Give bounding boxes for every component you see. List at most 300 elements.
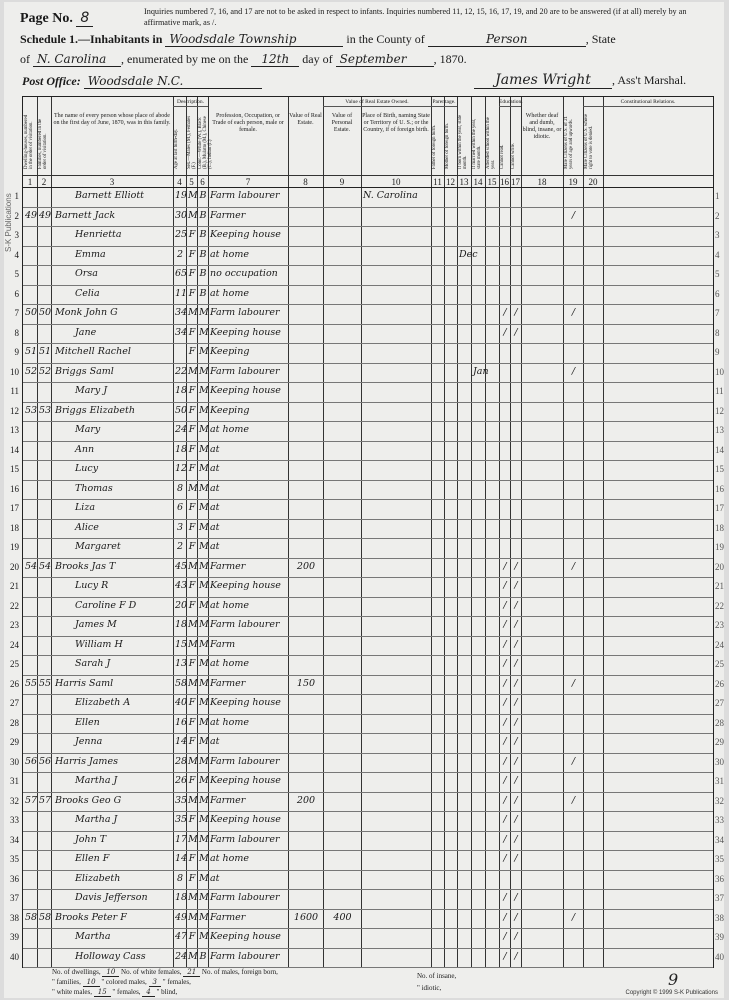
row-number-right: 2 bbox=[715, 210, 720, 221]
cell-c17: / bbox=[514, 853, 518, 864]
cell-name: Emma bbox=[75, 248, 106, 260]
row-line bbox=[23, 831, 713, 832]
row-number: 15 bbox=[10, 464, 19, 474]
cell-sex: F bbox=[188, 931, 196, 942]
column-divider bbox=[51, 97, 52, 967]
cell-occ: at home bbox=[210, 658, 249, 669]
cell-age: 3 bbox=[176, 521, 184, 533]
cell-sex: M bbox=[188, 560, 198, 572]
cell-c17: / bbox=[514, 931, 518, 942]
cell-name: Mitchell Rachel bbox=[55, 346, 131, 357]
cell-sex: F bbox=[188, 541, 196, 552]
column-number: 3 bbox=[109, 177, 115, 187]
column-divider bbox=[485, 97, 486, 967]
cell-c17: / bbox=[514, 794, 518, 806]
cell-age: 30 bbox=[175, 209, 188, 221]
cell-c17: / bbox=[514, 833, 518, 845]
row-number-right: 35 bbox=[715, 854, 724, 864]
row-line bbox=[23, 207, 713, 208]
row-number-right: 13 bbox=[715, 425, 724, 435]
cell-age: 35 bbox=[175, 794, 188, 806]
cell-sex: F bbox=[188, 599, 196, 611]
cell-name: Martha bbox=[75, 931, 111, 942]
cell-re: 1600 bbox=[293, 911, 319, 923]
column-heading: Father of foreign birth. bbox=[432, 125, 437, 169]
cell-occ: at home bbox=[210, 853, 249, 864]
cell-f: 51 bbox=[39, 346, 52, 357]
row-number-right: 4 bbox=[715, 249, 720, 260]
row-number-right: 32 bbox=[715, 795, 724, 806]
cell-occ: Keeping house bbox=[210, 697, 281, 708]
row-line bbox=[23, 226, 713, 227]
cell-sex: M bbox=[188, 307, 198, 318]
row-number-right: 12 bbox=[715, 405, 724, 416]
cell-color: M bbox=[199, 580, 209, 591]
cell-name: Harris Saml bbox=[55, 677, 114, 689]
cell-age: 12 bbox=[175, 463, 188, 474]
column-number: 10 bbox=[391, 177, 401, 187]
column-divider bbox=[323, 97, 324, 967]
cell-sex: F bbox=[188, 814, 196, 825]
cell-f: 58 bbox=[39, 911, 52, 923]
cell-color: B bbox=[199, 209, 207, 221]
cell-occ: Keeping house bbox=[210, 326, 281, 338]
families-label: " families, bbox=[52, 978, 81, 986]
census-sheet bbox=[4, 2, 724, 998]
row-number: 16 bbox=[10, 483, 19, 494]
row-number-right: 3 bbox=[715, 230, 720, 240]
cell-color: B bbox=[199, 248, 207, 260]
cell-color: M bbox=[199, 755, 209, 767]
cell-c17: / bbox=[514, 599, 518, 611]
column-heading: Whether deaf and dumb, blind, insane, or idiotic. bbox=[522, 113, 562, 140]
cell-name: Mary J bbox=[75, 385, 108, 396]
cell-sex: F bbox=[188, 287, 196, 299]
cell-occ: Farmer bbox=[210, 911, 246, 923]
cell-color: M bbox=[199, 814, 209, 825]
cell-name: Barnett Jack bbox=[55, 209, 116, 221]
cell-occ: Farm labourer bbox=[210, 365, 280, 377]
row-line bbox=[23, 538, 713, 539]
cell-sex: M bbox=[188, 482, 198, 494]
column-number: 1 bbox=[27, 177, 33, 187]
cell-color: M bbox=[199, 736, 209, 747]
cell-age: 19 bbox=[175, 190, 188, 201]
cell-sex: F bbox=[188, 424, 196, 435]
cell-name: Elizabeth bbox=[75, 872, 121, 884]
row-number-right: 10 bbox=[715, 366, 724, 377]
row-line bbox=[23, 382, 713, 383]
cell-occ: at home bbox=[210, 599, 249, 611]
cell-color: M bbox=[199, 853, 209, 864]
page-number-value: 8 bbox=[76, 10, 93, 27]
cell-name: Brooks Jas T bbox=[55, 560, 116, 572]
row-number-right: 14 bbox=[715, 444, 724, 455]
row-number: 13 bbox=[10, 425, 19, 435]
row-number: 20 bbox=[10, 561, 19, 572]
cell-age: 15 bbox=[175, 638, 188, 650]
cell-name: Barnett Elliott bbox=[75, 190, 144, 201]
row-number: 32 bbox=[10, 795, 19, 806]
cell-color: M bbox=[199, 872, 209, 884]
cell-d: 58 bbox=[25, 911, 38, 923]
cell-sex: F bbox=[188, 716, 196, 728]
row-number: 36 bbox=[10, 873, 19, 884]
column-number: 8 bbox=[303, 177, 308, 187]
publisher-watermark: S-K Publications bbox=[4, 193, 13, 252]
cell-c17: / bbox=[514, 775, 518, 786]
sheet-mark: 9 bbox=[668, 970, 679, 989]
census-table bbox=[10, 96, 724, 968]
cell-sex: M bbox=[188, 950, 198, 962]
cell-name: Jane bbox=[75, 326, 97, 338]
cell-sex: M bbox=[188, 209, 198, 221]
row-line bbox=[23, 246, 713, 247]
row-number-right: 5 bbox=[715, 269, 720, 279]
cell-c19: / bbox=[571, 560, 576, 572]
cell-d: 56 bbox=[25, 755, 38, 767]
cell-c16: / bbox=[503, 775, 507, 786]
cell-f: 54 bbox=[39, 560, 52, 572]
row-line bbox=[23, 889, 713, 890]
page-label: Page No. bbox=[20, 11, 73, 26]
column-divider bbox=[603, 97, 604, 967]
column-divider bbox=[510, 97, 511, 967]
cell-color: M bbox=[199, 424, 209, 435]
cell-d: 55 bbox=[25, 677, 38, 689]
row-line bbox=[23, 324, 713, 325]
row-line bbox=[23, 870, 713, 871]
schedule-line bbox=[20, 32, 616, 47]
cell-age: 18 bbox=[175, 892, 188, 903]
cell-c16: / bbox=[503, 326, 507, 338]
footer-insane bbox=[417, 972, 456, 980]
cell-occ: Farm labourer bbox=[210, 950, 280, 962]
row-number-right: 31 bbox=[715, 776, 724, 786]
cell-sex: F bbox=[188, 268, 196, 279]
cell-occ: Farm labourer bbox=[210, 619, 280, 630]
row-number: 35 bbox=[10, 854, 19, 864]
cell-occ: Keeping bbox=[210, 346, 250, 357]
cell-color: M bbox=[199, 599, 209, 611]
cell-c17: / bbox=[514, 736, 518, 747]
column-number: 2 bbox=[41, 177, 47, 187]
colored-males-label: " colored males, bbox=[101, 978, 147, 986]
cell-color: M bbox=[199, 911, 209, 923]
row-number: 11 bbox=[10, 386, 19, 396]
row-number: 29 bbox=[10, 737, 19, 747]
post-office-value: Woodsdale N.C. bbox=[84, 74, 262, 89]
of-label: of bbox=[20, 52, 30, 66]
cell-d: 52 bbox=[25, 365, 38, 377]
row-number: 27 bbox=[10, 698, 19, 708]
cell-f: 53 bbox=[39, 404, 52, 416]
enumeration-line bbox=[20, 52, 467, 67]
cell-age: 16 bbox=[175, 716, 188, 728]
row-number: 26 bbox=[10, 678, 19, 689]
row-number-right: 20 bbox=[715, 561, 724, 572]
cell-sex: F bbox=[188, 872, 196, 884]
row-line bbox=[23, 733, 713, 734]
column-number: 11 bbox=[433, 177, 442, 187]
cell-c16: / bbox=[503, 638, 507, 650]
cell-d: 49 bbox=[25, 209, 38, 221]
cell-name: Holloway Cass bbox=[75, 950, 146, 962]
cell-color: B bbox=[199, 229, 207, 240]
cell-c16: / bbox=[503, 736, 507, 747]
column-divider bbox=[471, 97, 472, 967]
cell-c17: / bbox=[514, 307, 518, 318]
cell-c16: / bbox=[503, 677, 507, 689]
cell-sex: F bbox=[188, 229, 196, 240]
cell-color: M bbox=[199, 833, 209, 845]
cell-sex: F bbox=[188, 385, 196, 396]
cell-age: 22 bbox=[175, 365, 188, 377]
cell-c17: / bbox=[514, 892, 518, 903]
cell-sex: F bbox=[188, 580, 196, 591]
row-number: 8 bbox=[14, 327, 19, 338]
row-number: 40 bbox=[10, 951, 19, 962]
cell-c17: / bbox=[514, 755, 518, 767]
cell-c16: / bbox=[503, 950, 507, 962]
group-heading-constitutional: Constitutional Relations. bbox=[583, 99, 713, 107]
cell-sex: M bbox=[188, 677, 198, 689]
cell-age: 45 bbox=[175, 560, 188, 572]
cell-sex: M bbox=[188, 892, 198, 903]
row-number: 21 bbox=[10, 581, 19, 591]
row-line bbox=[23, 772, 713, 773]
cell-color: M bbox=[199, 443, 209, 455]
cell-age: 49 bbox=[175, 911, 188, 923]
cell-occ: Keeping house bbox=[210, 931, 281, 942]
cell-c17: / bbox=[514, 638, 518, 650]
column-divider bbox=[499, 97, 500, 967]
cell-name: Ellen bbox=[75, 716, 100, 728]
cell-name: Liza bbox=[75, 502, 96, 513]
row-number-right: 7 bbox=[715, 308, 720, 318]
cell-color: M bbox=[199, 365, 209, 377]
cell-age: 20 bbox=[175, 599, 188, 611]
cell-c16: / bbox=[503, 619, 507, 630]
summary-footer bbox=[22, 966, 712, 996]
row-number: 31 bbox=[10, 776, 19, 786]
row-number-right: 28 bbox=[715, 717, 724, 728]
column-heading: Place of Birth, naming State or Territory of U. S.; or the Country, if of foreign birth. bbox=[362, 113, 430, 133]
row-number-right: 27 bbox=[715, 698, 724, 708]
cell-color: M bbox=[199, 638, 209, 650]
column-number: 12 bbox=[446, 177, 455, 187]
copyright-notice: Copyright © 1999 S-K Publications bbox=[625, 990, 718, 996]
cell-f: 57 bbox=[39, 794, 52, 806]
group-heading-description: Description. bbox=[173, 99, 208, 107]
column-heading: Attended school within the year. bbox=[486, 117, 496, 169]
row-line bbox=[23, 499, 713, 500]
cell-age: 25 bbox=[175, 229, 188, 240]
cell-age: 18 bbox=[175, 443, 188, 455]
footer-idiotic bbox=[417, 984, 441, 992]
row-number: 1 bbox=[14, 191, 19, 201]
cell-name: Brooks Peter F bbox=[55, 911, 127, 923]
cell-m14: Jan bbox=[473, 365, 489, 377]
row-number: 19 bbox=[10, 542, 19, 552]
row-line bbox=[23, 928, 713, 929]
cell-name: William H bbox=[75, 638, 123, 650]
cell-age: 43 bbox=[175, 580, 188, 591]
column-heading: Male Citizens of U.S. of 21 years of age and upwards. bbox=[564, 116, 574, 169]
cell-c17: / bbox=[514, 911, 518, 923]
cell-d: 57 bbox=[25, 794, 38, 806]
cell-occ: at bbox=[210, 443, 220, 455]
insane-label: No. of insane, bbox=[417, 972, 457, 980]
row-number: 7 bbox=[14, 308, 19, 318]
column-divider bbox=[521, 97, 522, 967]
cell-sex: F bbox=[188, 736, 196, 747]
cell-age: 11 bbox=[175, 287, 188, 299]
row-number-right: 18 bbox=[715, 522, 724, 533]
cell-c16: / bbox=[503, 794, 507, 806]
cell-c16: / bbox=[503, 892, 507, 903]
cell-occ: Farmer bbox=[210, 794, 246, 806]
cell-occ: at bbox=[210, 872, 220, 884]
column-divider bbox=[457, 97, 458, 967]
cell-sex: F bbox=[188, 404, 196, 416]
cell-occ: Farm labourer bbox=[210, 307, 280, 318]
township-value: Woodsdale Township bbox=[165, 32, 343, 47]
cell-age: 13 bbox=[175, 658, 188, 669]
column-number: 20 bbox=[588, 177, 598, 187]
row-number-right: 22 bbox=[715, 600, 724, 611]
cell-occ: at bbox=[210, 736, 220, 747]
white-males-value: 15 bbox=[94, 988, 111, 997]
row-number: 34 bbox=[10, 834, 19, 845]
row-number-right: 11 bbox=[715, 386, 724, 396]
cell-c16: / bbox=[503, 697, 507, 708]
row-line bbox=[23, 909, 713, 910]
row-line bbox=[23, 753, 713, 754]
cell-c19: / bbox=[571, 209, 576, 221]
row-number-right: 9 bbox=[715, 347, 720, 357]
cell-occ: at bbox=[210, 463, 220, 474]
cell-age: 6 bbox=[176, 502, 184, 513]
cell-age: 24 bbox=[175, 950, 188, 962]
marshal-line bbox=[474, 72, 686, 89]
row-number-right: 25 bbox=[715, 659, 724, 669]
cell-color: M bbox=[199, 931, 209, 942]
cell-name: Martha J bbox=[75, 775, 118, 786]
cell-c16: / bbox=[503, 658, 507, 669]
cell-sex: M bbox=[188, 911, 198, 923]
cell-sex: M bbox=[188, 619, 198, 630]
cell-name: Ann bbox=[75, 443, 95, 455]
column-number: 18 bbox=[537, 177, 547, 187]
cell-name: Orsa bbox=[75, 268, 98, 279]
cell-age: 18 bbox=[175, 385, 188, 396]
row-line bbox=[23, 265, 713, 266]
cell-re: 150 bbox=[296, 677, 316, 689]
column-number: 4 bbox=[177, 177, 182, 187]
row-number: 2 bbox=[14, 210, 19, 221]
cell-sex: F bbox=[188, 326, 196, 338]
row-line bbox=[23, 363, 713, 364]
cell-occ: at bbox=[210, 482, 220, 494]
cell-name: James M bbox=[75, 619, 117, 630]
column-heading: Male Citizens of U.S. whose right to vote is denied. bbox=[584, 113, 594, 169]
cell-age: 24 bbox=[175, 424, 188, 435]
cell-age: 8 bbox=[176, 482, 184, 494]
cell-sex: M bbox=[188, 755, 198, 767]
cell-occ: Keeping house bbox=[210, 814, 281, 825]
row-line bbox=[23, 285, 713, 286]
cell-c17: / bbox=[514, 716, 518, 728]
cell-age: 35 bbox=[175, 814, 188, 825]
cell-age: 18 bbox=[175, 619, 188, 630]
cell-occ: Farm labourer bbox=[210, 892, 280, 903]
row-line bbox=[23, 714, 713, 715]
row-line bbox=[23, 402, 713, 403]
column-number: 19 bbox=[568, 177, 578, 187]
row-number: 17 bbox=[10, 503, 19, 513]
row-number: 5 bbox=[14, 269, 19, 279]
month-value: September bbox=[336, 52, 434, 67]
row-number: 25 bbox=[10, 659, 19, 669]
cell-f: 55 bbox=[39, 677, 52, 689]
cell-occ: at bbox=[210, 502, 220, 513]
cell-name: Mary bbox=[75, 424, 101, 435]
cell-name: Lucy R bbox=[75, 580, 109, 591]
cell-occ: Keeping house bbox=[210, 229, 281, 240]
cell-color: M bbox=[199, 697, 209, 708]
group-heading-value: Value of Real Estate Owned. bbox=[323, 99, 431, 107]
cell-c16: / bbox=[503, 580, 507, 591]
cell-color: B bbox=[199, 268, 207, 279]
post-office-line bbox=[22, 74, 262, 89]
cell-c16: / bbox=[503, 599, 507, 611]
cell-c17: / bbox=[514, 814, 518, 825]
cell-occ: Farm bbox=[210, 638, 236, 650]
header-bottom bbox=[23, 187, 713, 188]
row-number-right: 36 bbox=[715, 873, 724, 884]
cell-sex: M bbox=[188, 638, 198, 650]
row-number-right: 8 bbox=[715, 327, 720, 338]
cell-occ: at bbox=[210, 521, 220, 533]
row-number-right: 34 bbox=[715, 834, 724, 845]
column-number: 15 bbox=[487, 177, 497, 187]
cell-c16: / bbox=[503, 931, 507, 942]
cell-f: 49 bbox=[39, 209, 52, 221]
cell-c19: / bbox=[571, 755, 576, 767]
cell-re: 200 bbox=[296, 560, 316, 572]
column-heading: Value of Real Estate. bbox=[289, 113, 322, 126]
row-number: 3 bbox=[14, 230, 19, 240]
row-line bbox=[23, 460, 713, 461]
cell-color: M bbox=[199, 307, 209, 318]
cell-sex: F bbox=[188, 346, 196, 357]
cell-color: M bbox=[199, 385, 209, 396]
row-number-right: 16 bbox=[715, 483, 724, 494]
cell-color: M bbox=[199, 892, 209, 903]
row-number-right: 29 bbox=[715, 737, 724, 747]
cell-name: Alice bbox=[75, 521, 99, 533]
cell-c16: / bbox=[503, 833, 507, 845]
row-number: 14 bbox=[10, 444, 19, 455]
cell-age: 34 bbox=[175, 307, 188, 318]
column-divider bbox=[361, 97, 362, 967]
cell-occ: Farmer bbox=[210, 560, 246, 572]
cell-occ: Keeping house bbox=[210, 775, 281, 786]
row-number: 6 bbox=[14, 288, 19, 299]
cell-c17: / bbox=[514, 580, 518, 591]
cell-age: 65 bbox=[175, 268, 188, 279]
